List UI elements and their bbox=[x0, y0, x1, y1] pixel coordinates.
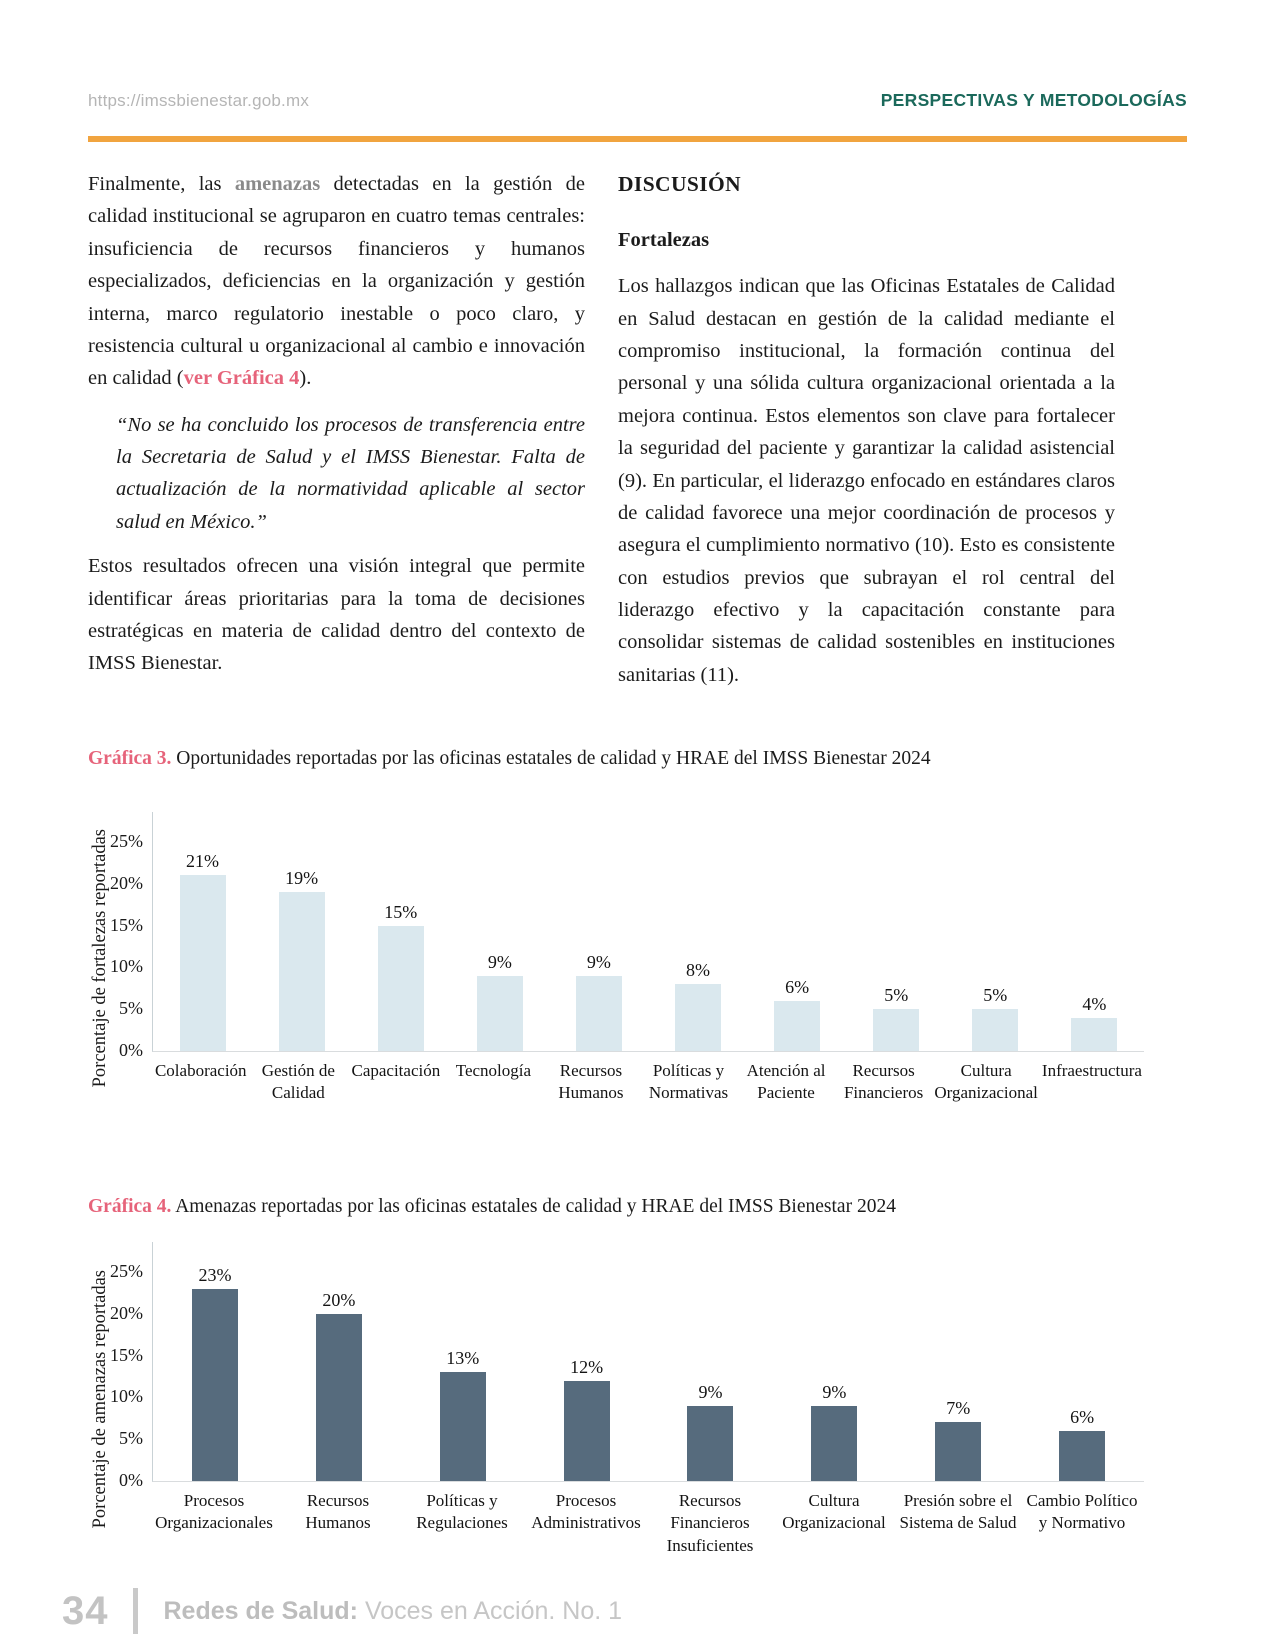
y-tick-label: 15% bbox=[110, 1344, 143, 1365]
x-category-label: Procesos Administrativos bbox=[531, 1491, 641, 1533]
chart3-caption-text: Oportunidades reportadas por las oficinas estatales de calidad y HRAE del IMSS Bienestar 2024 bbox=[171, 748, 931, 769]
x-category-label: Políticas y Regulaciones bbox=[416, 1491, 508, 1533]
bar-slot bbox=[401, 1348, 525, 1481]
y-tick-label: 10% bbox=[110, 956, 143, 977]
bar bbox=[687, 1406, 733, 1481]
x-category-label: Atención al Paciente bbox=[746, 1061, 826, 1103]
x-labels bbox=[152, 1490, 1144, 1557]
x-category-label: Recursos Financieros Insuficientes bbox=[666, 1491, 754, 1555]
bar bbox=[180, 875, 226, 1051]
paragraph-hallazgos: Los hallazgos indican que las Oficinas Estatales de Calidad en Salud destacan en gestión de la calidad mediante el compromiso institucional, la formación continua del personal y una sólida cultura organizacional orientada a la mejora continua. Estos elementos son clave para fortalecer la seguridad del paciente y garantizar la calidad asistencial (9). En particular, el liderazgo enfocado en estándares claros de calidad favorece una mejor coordinación de procesos y asegura el cumplimiento normativo (10). Esto es consistente con estudios previos que subrayan el rol central del liderazgo efectivo y la capacitación constante para consolidar sistemas de calidad sostenibles en instituciones sanitarias (11). bbox=[618, 275, 1115, 686]
plot-area bbox=[110, 812, 1144, 1060]
chart3-y-axis-title-wrap bbox=[88, 812, 112, 1105]
header-rule bbox=[88, 136, 1187, 142]
bar bbox=[564, 1381, 610, 1481]
chart3-main bbox=[112, 812, 1144, 1105]
chart4-caption-label: Gráfica 4. bbox=[88, 1196, 172, 1217]
page-footer bbox=[62, 1588, 622, 1634]
bar-value-label: 6% bbox=[785, 976, 810, 997]
journal-title-rest: Voces en Acción. No. 1 bbox=[358, 1596, 623, 1625]
bar-value-label: 9% bbox=[586, 951, 611, 972]
footer-divider bbox=[133, 1588, 138, 1634]
heading-discusion: DISCUSIÓN bbox=[618, 172, 742, 196]
y-tick-label: 20% bbox=[110, 1302, 143, 1323]
bar-value-label: 19% bbox=[285, 868, 319, 889]
chart4-y-axis-title: Porcentaje de amenazas reportadas bbox=[89, 1270, 110, 1529]
page-number: 34 bbox=[62, 1588, 109, 1633]
x-category-label: Infraestructura bbox=[1041, 1061, 1142, 1080]
bars-group bbox=[153, 812, 1144, 1051]
bar bbox=[316, 1314, 362, 1481]
bar-slot bbox=[649, 1382, 773, 1481]
bar-value-label: 23% bbox=[198, 1264, 232, 1285]
bar bbox=[576, 976, 622, 1051]
bar-slot bbox=[153, 851, 252, 1051]
subheading-fortalezas: Fortalezas bbox=[618, 228, 710, 251]
bar-value-label: 9% bbox=[487, 951, 512, 972]
bar-slot bbox=[648, 960, 747, 1051]
bar-slot bbox=[896, 1398, 1020, 1481]
text-run: detectadas en la gestión de calidad institucional se agruparon en cuatro temas centrales: insuficiencia de recursos financieros y humanos especializados, deficiencias en la organización y gestión interna, marco regulatorio inestable o poco claro, y resistencia cultural u organizacional al cambio e innovación en calidad ( bbox=[88, 173, 585, 390]
x-category-label: Recursos Financieros bbox=[843, 1061, 924, 1103]
chart4-caption-text: Amenazas reportadas por las oficinas estatales de calidad y HRAE del IMSS Bienestar 2024 bbox=[171, 1196, 896, 1217]
journal-title bbox=[164, 1597, 623, 1626]
bar bbox=[935, 1422, 981, 1481]
x-category-label: Presión sobre el Sistema de Salud bbox=[899, 1491, 1017, 1533]
bar-value-label: 8% bbox=[686, 960, 711, 981]
plot-area bbox=[110, 1242, 1144, 1490]
bar-value-label: 9% bbox=[822, 1381, 847, 1402]
chart4-main bbox=[112, 1242, 1144, 1557]
y-tick-label: 5% bbox=[119, 1428, 143, 1449]
bar-value-label: 15% bbox=[384, 901, 418, 922]
y-tick-label: 10% bbox=[110, 1386, 143, 1407]
bar bbox=[675, 984, 721, 1051]
x-category-label: Procesos Organizacionales bbox=[155, 1491, 273, 1533]
bar-slot bbox=[748, 977, 847, 1051]
bar-value-label: 21% bbox=[186, 851, 220, 872]
y-tick-label: 0% bbox=[119, 1040, 143, 1060]
bar-slot bbox=[450, 952, 549, 1051]
x-category-label: Colaboración bbox=[154, 1061, 247, 1080]
bar-slot bbox=[549, 952, 648, 1051]
blockquote: “No se ha concluido los procesos de transferencia entre la Secretaria de Salud y el IMSS Bienestar. Falta de actualización de la normatividad aplicable al sector salud en México.” bbox=[116, 413, 585, 533]
x-category-label: Capacitación bbox=[351, 1061, 441, 1080]
right-column bbox=[618, 168, 1115, 703]
bar-value-label: 7% bbox=[946, 1398, 971, 1419]
bar bbox=[1071, 1018, 1117, 1051]
article-columns bbox=[88, 168, 1115, 703]
bar bbox=[378, 926, 424, 1051]
left-column bbox=[88, 168, 585, 703]
text-run: ). bbox=[299, 367, 312, 390]
bar-slot bbox=[277, 1290, 401, 1481]
bar-slot bbox=[1045, 994, 1144, 1051]
bar-slot bbox=[153, 1265, 277, 1481]
bars-group bbox=[153, 1242, 1144, 1481]
x-category-label: Gestión de Calidad bbox=[261, 1061, 335, 1103]
y-tick-label: 5% bbox=[119, 998, 143, 1019]
chart3-caption bbox=[88, 748, 1148, 770]
header-url-link[interactable]: https://imssbienestar.gob.mx bbox=[88, 91, 310, 110]
bar bbox=[1059, 1431, 1105, 1481]
y-tick-label: 15% bbox=[110, 914, 143, 935]
bar-value-label: 20% bbox=[322, 1289, 356, 1310]
chart4-y-axis-title-wrap bbox=[88, 1242, 112, 1557]
bar-value-label: 12% bbox=[570, 1356, 604, 1377]
bar-value-label: 5% bbox=[884, 985, 909, 1006]
bar-slot bbox=[525, 1357, 649, 1481]
bar bbox=[477, 976, 523, 1051]
journal-title-bold: Redes de Salud: bbox=[163, 1596, 358, 1625]
bar-value-label: 5% bbox=[983, 985, 1008, 1006]
x-category-label: Recursos Humanos bbox=[558, 1061, 624, 1103]
paragraph-resultados: Estos resultados ofrecen una visión integral que permite identificar áreas prioritarias para la toma de decisiones estratégicas en materia de calidad dentro del contexto de IMSS Bienestar. bbox=[88, 555, 585, 675]
x-category-label: Recursos Humanos bbox=[305, 1491, 371, 1533]
bar bbox=[192, 1289, 238, 1481]
bar bbox=[811, 1406, 857, 1481]
bar bbox=[279, 892, 325, 1051]
x-category-label: Cambio Político y Normativo bbox=[1026, 1491, 1138, 1533]
bar-slot bbox=[946, 985, 1045, 1051]
section-title: PERSPECTIVAS Y METODOLOGÍAS bbox=[880, 90, 1187, 110]
x-category-label: Cultura Organizacional bbox=[782, 1491, 886, 1533]
chart4-caption bbox=[88, 1196, 1148, 1218]
crossref-grafica-4[interactable]: ver Gráfica 4 bbox=[183, 367, 300, 390]
bar bbox=[440, 1372, 486, 1481]
bar bbox=[774, 1001, 820, 1051]
bar-slot bbox=[252, 868, 351, 1051]
y-tick-label: 20% bbox=[110, 872, 143, 893]
bar-value-label: 13% bbox=[446, 1348, 480, 1369]
bar-value-label: 6% bbox=[1070, 1406, 1095, 1427]
bar-slot bbox=[772, 1382, 896, 1481]
chart3-y-axis-title: Porcentaje de fortalezas reportadas bbox=[89, 829, 110, 1088]
y-tick-label: 25% bbox=[110, 831, 143, 851]
amenazas-bar-chart bbox=[88, 1242, 1144, 1557]
x-category-label: Políticas y Normativas bbox=[648, 1061, 729, 1103]
page-header bbox=[88, 90, 1187, 111]
fortalezas-bar-chart bbox=[88, 812, 1144, 1105]
text-run: Finalmente, las bbox=[88, 173, 235, 195]
y-tick-label: 0% bbox=[119, 1470, 143, 1490]
y-tick-label: 25% bbox=[110, 1261, 143, 1281]
bar-slot bbox=[1020, 1407, 1144, 1481]
paragraph-amenazas bbox=[88, 168, 585, 395]
x-category-label: Cultura Organizacional bbox=[934, 1061, 1038, 1103]
bar-value-label: 4% bbox=[1082, 993, 1107, 1014]
x-category-label: Tecnología bbox=[455, 1061, 532, 1080]
bar-slot bbox=[847, 985, 946, 1051]
keyword-amenazas: amenazas bbox=[234, 173, 321, 195]
bar-value-label: 9% bbox=[698, 1381, 723, 1402]
bar bbox=[873, 1009, 919, 1051]
bar bbox=[972, 1009, 1018, 1051]
x-labels bbox=[152, 1060, 1144, 1105]
bar-slot bbox=[351, 902, 450, 1051]
chart3-caption-label: Gráfica 3. bbox=[88, 748, 172, 769]
